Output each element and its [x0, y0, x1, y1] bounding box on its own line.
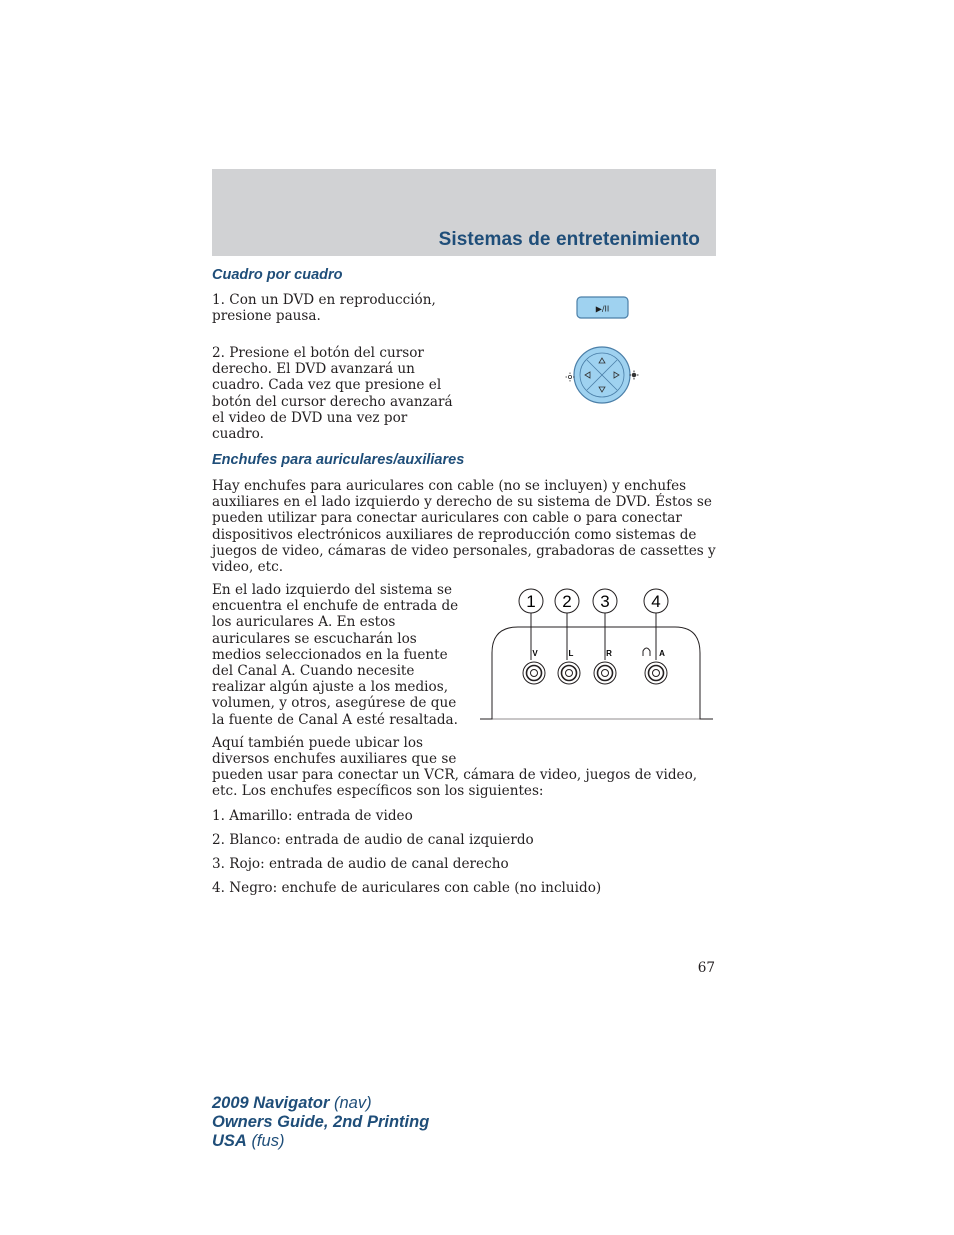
jack-label-l: L [568, 649, 574, 658]
sun-dim-icon [566, 373, 575, 382]
footer-market: USA [212, 1132, 247, 1150]
callout-4: 4 [651, 592, 661, 611]
callout-1: 1 [526, 592, 536, 611]
callout-2: 2 [562, 592, 572, 611]
step-2-text: 2. Presione el botón del cursor derecho. El DVD avanzará un cuadro. Cada vez que presione el botón del cursor derecho avanzará el video de DVD una vez por cuadro. [212, 345, 453, 443]
play-pause-glyph: ▶/II [595, 304, 610, 314]
jack-list-item-1: 1. Amarillo: entrada de video [212, 808, 413, 824]
heading-headphone-aux-jacks: Enchufes para auriculares/auxiliares [212, 452, 465, 468]
jack-socket-audio-right [594, 662, 616, 684]
footer-model-code: (nav) [334, 1094, 372, 1112]
jack-label-a: A [659, 649, 665, 658]
aux-paragraph-line-2: diversos enchufes auxiliares que se [212, 751, 457, 767]
aux-paragraph-rest: pueden usar para conectar un VCR, cámara de video, juegos de video, etc. Los enchufes específicos son los siguientes: [212, 767, 698, 800]
jacks-intro-paragraph: Hay enchufes para auriculares con cable (no se incluyen) y enchufes auxiliares en el lado izquierdo y derecho de su sistema de DVD. Éstos se pueden utilizar para conectar auriculares con cable o para conectar dispositivos electrónicos auxiliares de reproducción como sistemas de juegos de video, cámaras de video personales, grabadoras de cassettes y video, etc. [212, 478, 716, 576]
jack-list-item-2: 2. Blanco: entrada de audio de canal izquierdo [212, 832, 534, 848]
jack-socket-video [523, 662, 545, 684]
heading-frame-by-frame: Cuadro por cuadro [212, 267, 343, 283]
callout-3: 3 [600, 592, 610, 611]
cursor-pad-icon [562, 344, 642, 406]
jack-panel-diagram [480, 585, 715, 730]
headphone-icon [643, 648, 650, 656]
jack-list-item-3: 3. Rojo: entrada de audio de canal derecho [212, 856, 509, 872]
aux-paragraph-line-1: Aquí también puede ubicar los [212, 735, 423, 751]
section-title: Sistemas de entretenimiento [438, 229, 700, 250]
step-1-text: 1. Con un DVD en reproducción, presione pausa. [212, 292, 436, 325]
page-number: 67 [697, 960, 715, 976]
play-pause-button-icon [576, 296, 630, 320]
footer-guide: Owners Guide, 2nd Printing [212, 1113, 430, 1131]
document-footer [212, 1094, 429, 1151]
jack-list-item-4: 4. Negro: enchufe de auriculares con cable (no incluido) [212, 880, 602, 896]
section-header-band [212, 169, 716, 256]
footer-model: 2009 Navigator [212, 1094, 330, 1112]
left-side-paragraph: En el lado izquierdo del sistema se encuentra el enchufe de entrada de los auriculares A. En estos auriculares se escucharán los medios seleccionados en la fuente del Canal A. Cuando necesite realizar algún ajuste a los medios, volumen, y otros, asegúrese de que la fuente de Canal A esté resaltada. [212, 582, 459, 728]
jack-label-r: R [606, 649, 612, 658]
jack-socket-audio-left [558, 662, 580, 684]
footer-market-code: (fus) [251, 1132, 285, 1150]
jack-label-v: V [532, 649, 538, 658]
jack-socket-headphone [645, 662, 667, 684]
sun-bright-icon [630, 371, 639, 380]
